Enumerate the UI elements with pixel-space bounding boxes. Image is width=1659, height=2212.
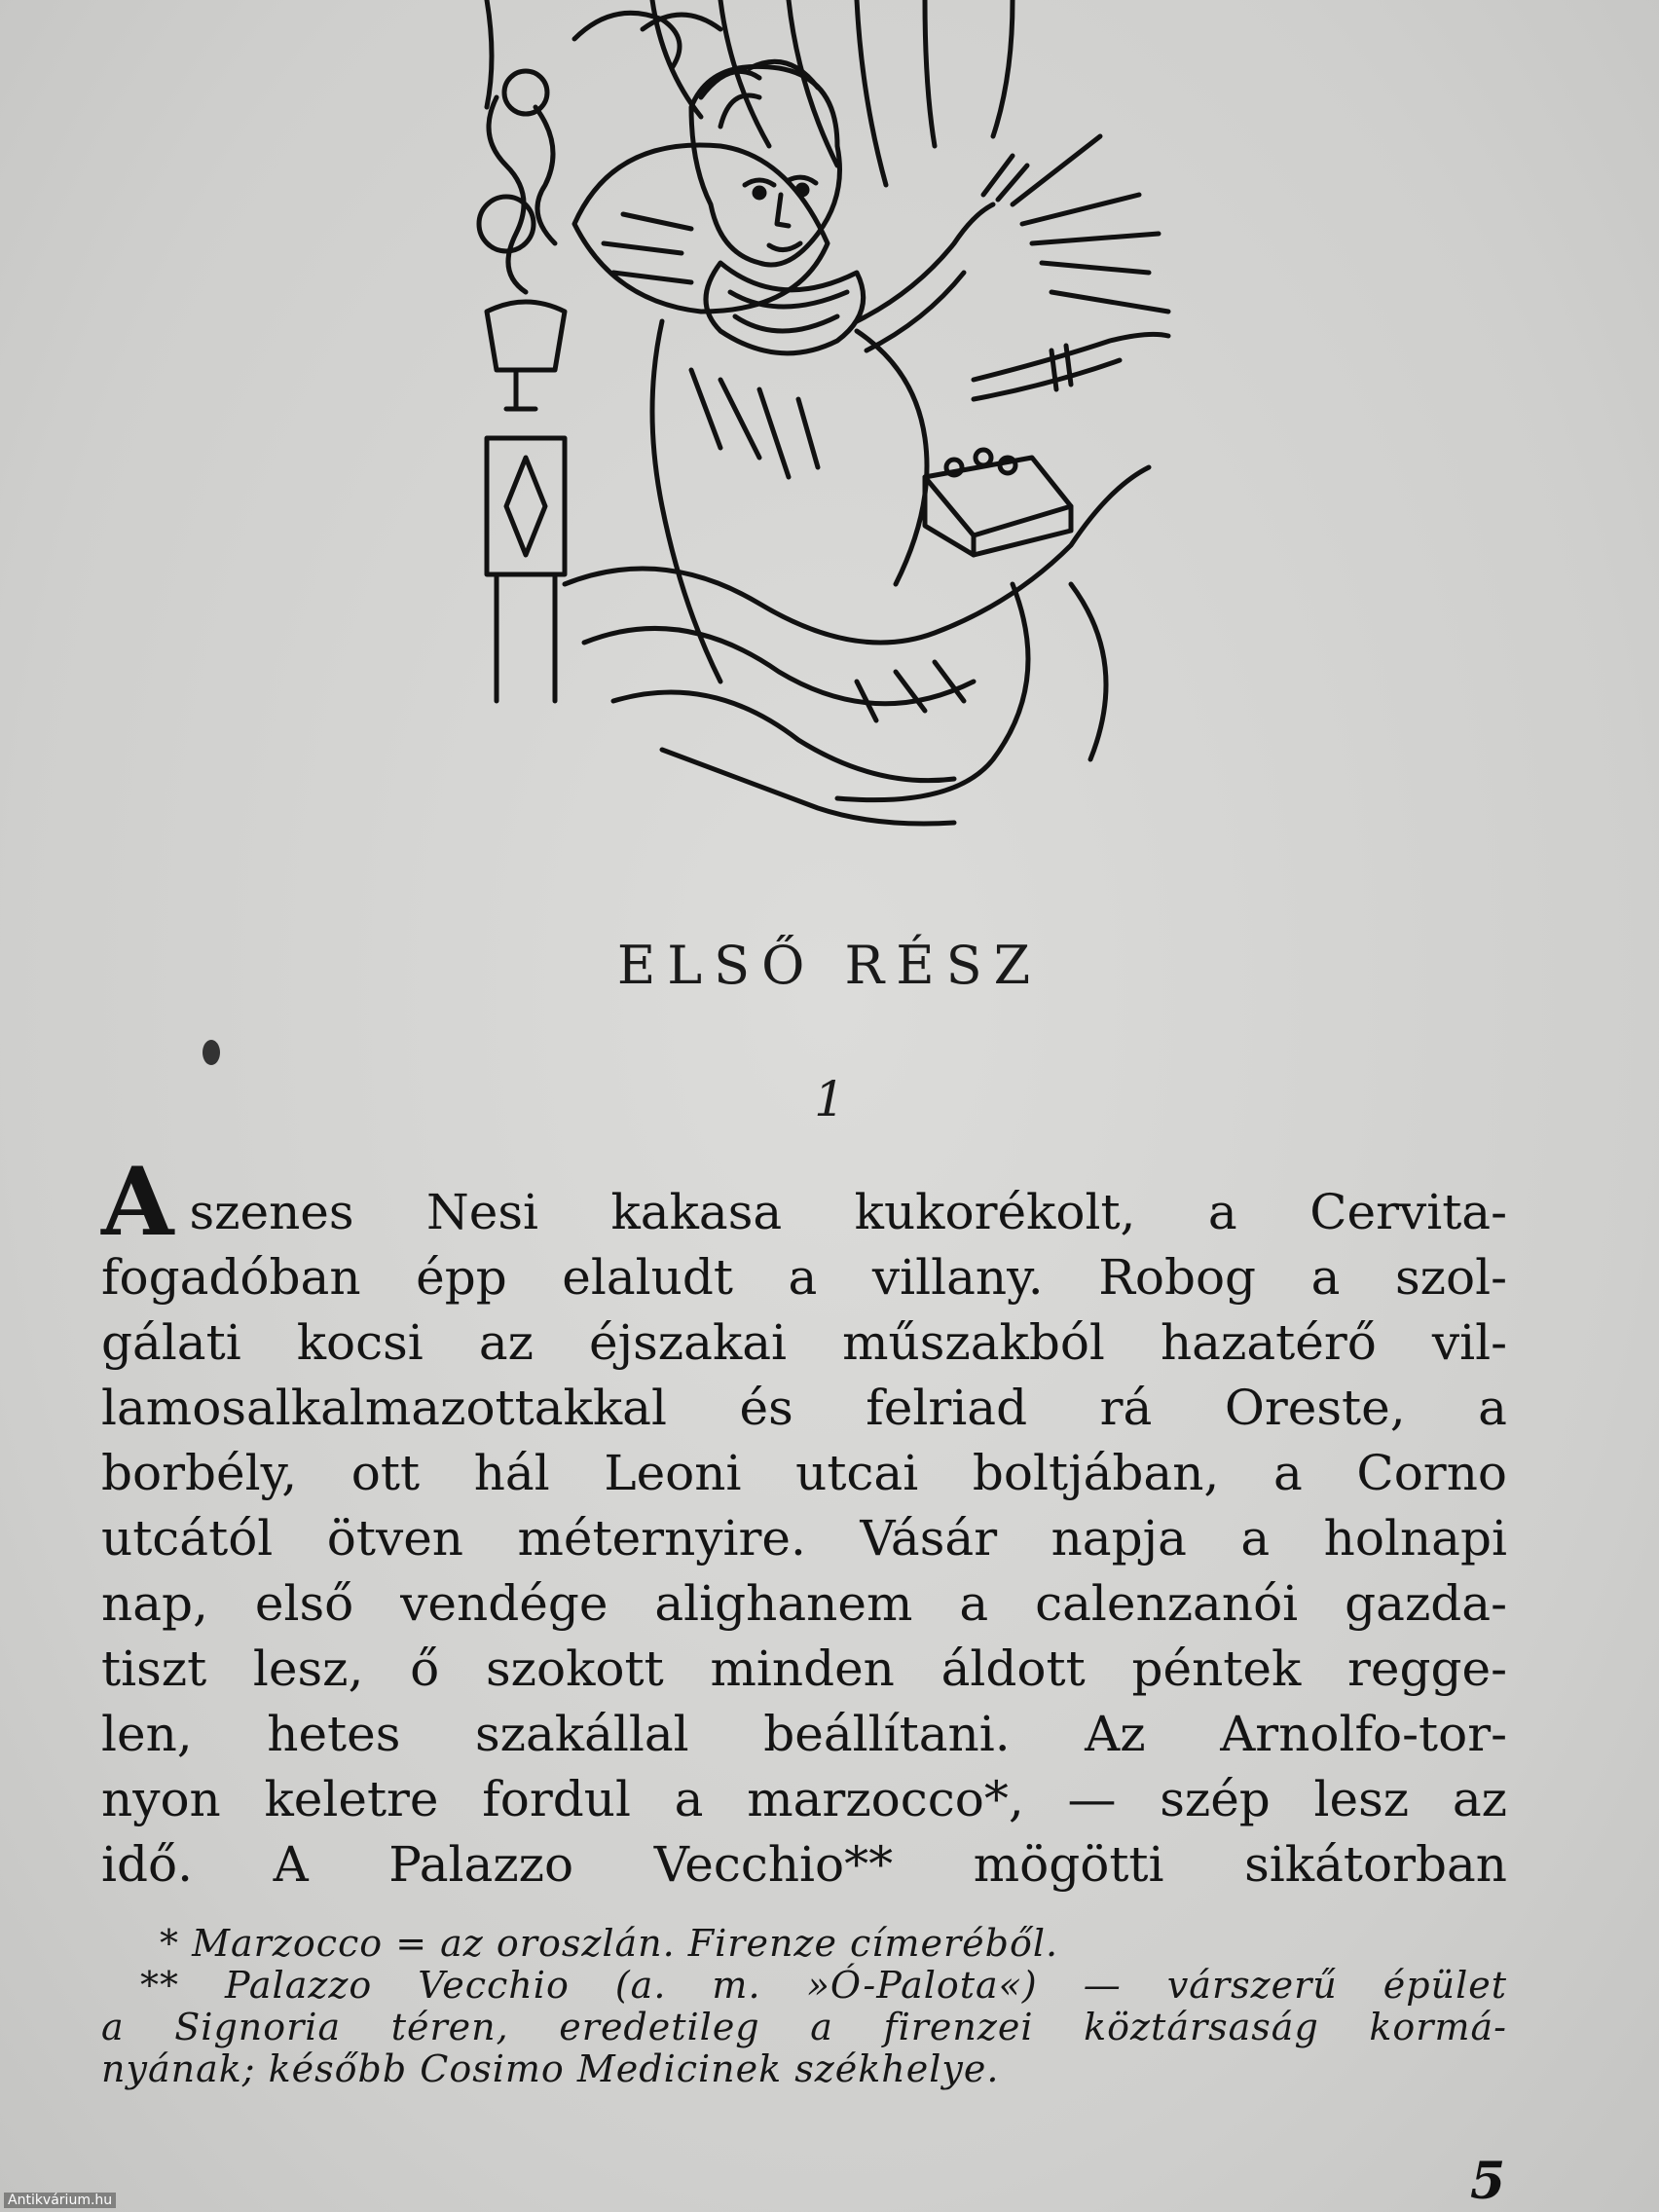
text-line-1-content: szenes Nesi kakasa kukorékolt, a Cervita- [189,1184,1507,1240]
chapter-number: 1 [814,1071,845,1127]
text-line: fogadóban épp elaludt a villany. Robog a szol- [101,1249,1507,1306]
drop-cap: A [101,1147,174,1257]
footnote-line: ** Palazzo Vecchio (a. m. »Ó-Palota«) — várszerű épület [140,1964,1507,2007]
footnote-line: nyának; később Cosimo Medicinek székhelye. [101,2047,1000,2090]
text-line: gálati kocsi az éjszakai műszakból hazatérő vil- [101,1314,1507,1371]
text-line: tiszt lesz, ő szokott minden áldott péntek regge- [101,1641,1507,1697]
text-line: nyon keletre fordul a marzocco*, — szép lesz az [101,1771,1507,1827]
text-line: utcától ötven méternyire. Vásár napja a holnapi [101,1510,1507,1567]
text-line: nap, első vendége alighanem a calenzanói gazda- [101,1575,1507,1632]
text-line: len, hetes szakállal beállítani. Az Arnolfo-tor- [101,1706,1507,1762]
part-title: ELSŐ RÉSZ [616,935,1043,996]
text-line: idő. A Palazzo Vecchio** mögötti sikátorban [101,1836,1507,1893]
woman-in-bed-illustration-icon [467,0,1188,837]
page-number: 5 [1470,2152,1506,2211]
text-line-1 [101,1147,1507,1257]
chapter-body-text [101,1147,1507,1898]
ink-speck [203,1040,220,1065]
footnote-line: a Signoria téren, eredetileg a firenzei köztársaság kormá- [101,2006,1507,2048]
footnote-line: * Marzocco = az oroszlán. Firenze címeréből. [160,1922,1059,1965]
text-line: borbély, ott hál Leoni utcai boltjában, a Corno [101,1445,1507,1501]
footnotes [101,1923,1507,2090]
text-line: lamosalkalmazottakkal és felriad rá Oreste, a [101,1380,1507,1436]
watermark-label: Antikvárium.hu [4,2193,116,2208]
